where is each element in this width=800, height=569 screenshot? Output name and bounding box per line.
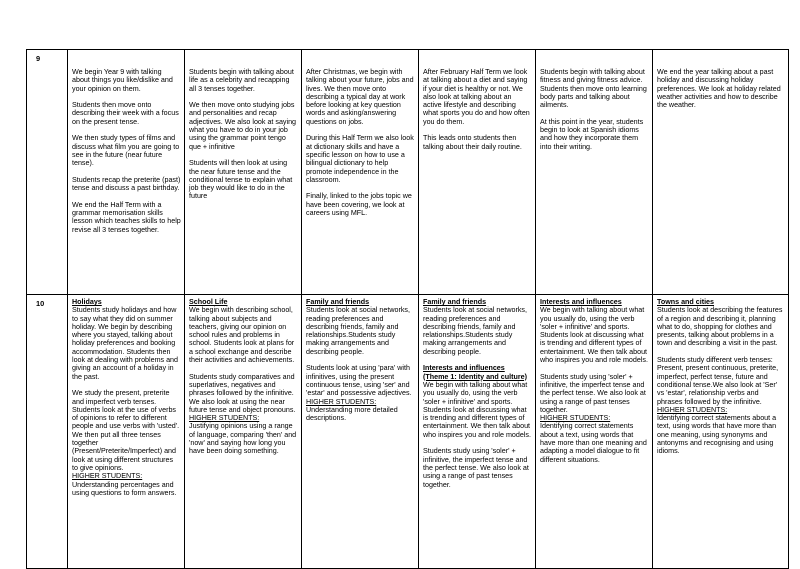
paragraph: Students study comparatives and superlatives, negatives and phrases followed by the infinitive. We also look at using the near future tense and object pronouns. — [189, 372, 296, 414]
higher-students-heading: HIGHER STUDENTS: — [189, 414, 260, 423]
paragraph: Students study using 'soler' + infinitive, the imperfect tense and the perfect tense. We also look at using a range of past tenses together. — [423, 447, 529, 489]
paragraph: We begin Year 9 with talking about things you like/dislike and your opinion on them. — [72, 68, 173, 93]
paragraph: We begin with talking about what you usually do, using the verb 'soler + infinitive' and sports. Students look at discussing what is trending and different types of entertainment. We then talk about who inspires you and role models. — [540, 306, 648, 365]
paragraph: We begin with describing school, talking about subjects and teachers, giving our opinion on school rules and problems in school. Students look at plans for a school exchange and describe their activities and achievements. — [189, 306, 295, 365]
year-9-term-5 — [536, 50, 653, 295]
year-label: 9 — [27, 50, 68, 295]
year-9-term-1 — [68, 50, 185, 295]
year-10-term-3 — [302, 295, 419, 569]
year-10-row — [27, 295, 789, 569]
topic-title: School Life — [189, 298, 228, 306]
paragraph: Students look at social networks, reading preferences and describing friends, family and relationships.Students study making arrangements and describing people. — [306, 306, 410, 356]
paragraph: We end the year talking about a past holiday and discussing holiday preferences. We look at holiday related weather activities and how to describe the weather. — [657, 68, 781, 110]
higher-students-heading: HIGHER STUDENTS: — [306, 397, 377, 406]
higher-students-text: Understanding more detailed descriptions. — [306, 405, 398, 423]
curriculum-table — [26, 49, 789, 569]
year-9-term-6 — [653, 50, 789, 295]
year-9-term-3 — [302, 50, 419, 295]
higher-students-text: Identifying correct statements about a text, using words that have more than one meaning, using synonyms and antonyms and recognising and using idioms. — [657, 414, 777, 456]
paragraph: Students look at social networks, reading preferences and describing friends, family and relationships.Students study making arrangements and describing people. — [423, 306, 527, 356]
topic-title: Holidays — [72, 298, 102, 306]
higher-students-heading: HIGHER STUDENTS: — [540, 414, 611, 423]
paragraph: We study the present, preterite and imperfect verb tenses. Students look at the use of verbs of opinions to refer to different people and use verbs with 'usted'. We then put all three tenses together (Present/Preterite/Imperfect) and look at using different structures to give opinions. — [72, 389, 180, 472]
paragraph: After Christmas, we begin with talking about your future, jobs and lives. We then move onto describing a typical day at work before looking at key question words and asking/answering questions on jobs. — [306, 68, 414, 126]
higher-students-text: Understanding percentages and using questions to form answers. — [72, 480, 177, 497]
year-10-term-1 — [68, 295, 185, 569]
paragraph: At this point in the year, students begin to look at Spanish idioms and how they incorporate them into their writing. — [540, 117, 644, 151]
topic-title: Family and friends — [423, 298, 487, 306]
topic-title: Interests and influences — [540, 298, 622, 306]
higher-students-heading: HIGHER STUDENTS: — [72, 472, 143, 481]
year-10-term-6 — [653, 295, 789, 569]
paragraph: Students look at describing the features of a region and describing it, planning what to do, shopping for clothes and presents, talking about problems in a town and describing a visit in the past. — [657, 306, 783, 348]
higher-students-heading: HIGHER STUDENTS: — [657, 405, 728, 414]
paragraph: Students look at using 'para' with infinitives, using the present continuous tense, using 'ser' and 'estar' and possessive adjectives. — [306, 364, 412, 398]
paragraph: We then move onto studying jobs and personalities and recap adjectives. We also look at saying what you have to do in your job using the grammar point tengo que + infinitive — [189, 101, 297, 151]
paragraph: Students study using 'soler' + infinitive, the imperfect tense and the perfect tense. We also look at using a range of past tenses together. — [540, 372, 646, 414]
paragraph: Students study holidays and how to say what they did on summer holiday. We begin by describing where you stayed, talking about holiday preferences and booking accommodation. Students then look at dealing with problems and giving an account of a holiday in the past. — [72, 306, 178, 381]
curriculum-table-page — [26, 49, 788, 569]
paragraph: Finally, linked to the jobs topic we have been covering, we look at careers using MFL. — [306, 192, 412, 218]
year-9-row — [27, 50, 789, 295]
topic-title: Towns and cities — [657, 298, 715, 306]
paragraph: We then study types of films and discuss what film you are going to see in the future (near future tense). — [72, 134, 180, 168]
topic-title: Interests and influences (Theme 1: Identity and culture) — [423, 364, 527, 381]
paragraph: We end the Half Term with a grammar memorisation skills lesson which teaches skills to help revise all 3 tenses together. — [72, 200, 181, 234]
topic-title: Family and friends — [306, 298, 370, 306]
higher-students-text: Identifying correct statements about a text, using words that have more than one meaning and adapting a model dialogue to fit different situations. — [540, 422, 647, 464]
year-9-term-2 — [185, 50, 302, 295]
paragraph: Students begin with talking about fitness and giving fitness advice. Students then move onto learning body parts and talking about ailments. — [540, 68, 647, 110]
paragraph: After February Half Term we look at talking about a diet and saying if your diet is healthy or not. We also look at talking about an active lifestyle and describing what sports you do and how often you do them. — [423, 68, 530, 126]
paragraph: Students will then look at using the near future tense and the conditional tense to explain what job they would like to do in the future — [189, 159, 293, 201]
paragraph: Students study different verb tenses: Present, present continuous, preterite, imperfect, perfect tense, future and conditional tense.We also look at 'Ser' vs 'estar', relationship verbs and phrases followed by the infinitive. — [657, 356, 779, 406]
paragraph: Students recap the preterite (past) tense and discuss a past birthday. — [72, 175, 181, 193]
paragraph: This leads onto students then talking about their daily routine. — [423, 134, 522, 151]
paragraph: Students then move onto describing their week with a focus on the present tense. — [72, 101, 179, 126]
year-10-term-5 — [536, 295, 653, 569]
year-10-term-4 — [419, 295, 536, 569]
year-label: 10 — [27, 295, 68, 569]
year-9-term-4 — [419, 50, 536, 295]
year-10-term-2 — [185, 295, 302, 569]
paragraph: We begin with talking about what you usually do, using the verb 'soler + infinitive' and sports. Students look at discussing what is trending and different types of entertainment. We then talk about who inspires you and role models. — [423, 380, 531, 439]
paragraph: During this Half Term we also look at dictionary skills and have a specific lesson on how to use a bilingual dictionary to help promote independence in the classroom. — [306, 134, 414, 184]
paragraph: Students begin with talking about life as a celebrity and recapping all 3 tenses together. — [189, 68, 294, 93]
higher-students-text: Justifying opinions using a range of language, comparing 'then' and 'now' and saying how long you have been doing something. — [189, 422, 297, 456]
